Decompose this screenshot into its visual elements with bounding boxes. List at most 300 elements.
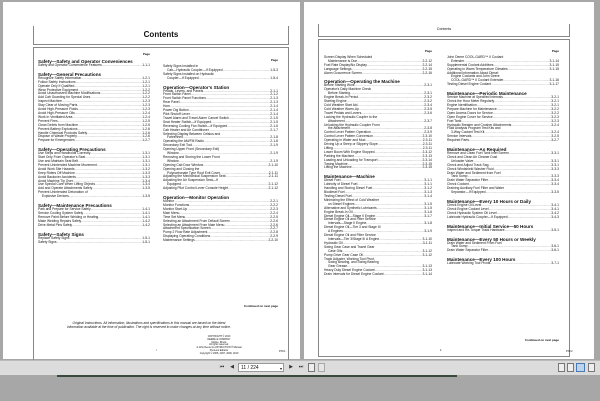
toc-entry-page: 1-2-5	[142, 118, 150, 123]
toc-entry-title: Alarm Occurrence Screen	[324, 70, 362, 75]
toc-entry-page: 2-1-8	[270, 139, 278, 144]
toc-entry-page: 3-1-6	[424, 209, 432, 214]
dot-leader	[203, 164, 268, 168]
toc-entry-title: Window	[167, 151, 179, 156]
toc-entry-page: 2-3-11	[422, 145, 432, 150]
dot-leader	[494, 168, 552, 172]
toc-entry-page: 1-3-2	[142, 166, 150, 171]
toc-entry-title: Opening Cab Door Window	[163, 162, 204, 167]
toc-section-heading: Maintenance—Initial Service—50 Hours	[447, 223, 534, 229]
toc-entry-page: 2-3-1	[424, 91, 432, 96]
toc-entry-title: Drain Water Separator Filter	[447, 178, 489, 183]
dot-leader	[509, 152, 551, 156]
toc-entry-page: 2-2-5	[270, 214, 278, 219]
toc-entry-page: 3-1-13	[422, 264, 432, 269]
toc-entry-page: 3-3-1	[551, 158, 559, 163]
toc-entry-page: 3-1-13	[422, 268, 432, 273]
contents-box	[318, 39, 570, 357]
toc-entry-title: Safety and Operator Convenience Features	[38, 62, 102, 67]
toc-entry-page: 3-1-15	[549, 62, 559, 67]
toc-entry-title: Lubricate Working Tool Pivots	[447, 261, 491, 266]
toc-entry-title: Make Welding Repairs Safely	[38, 218, 82, 223]
toc-entry-page: 1-3-4	[142, 178, 150, 183]
toc-entry-title: Check and Clean Air Cleaner Dust	[447, 154, 498, 159]
toc-entry-title: Before Starting	[328, 91, 350, 96]
toc-section-heading: Maintenance—Periodic Maintenance	[447, 91, 527, 97]
toc-section-heading: Maintenance—Machine	[324, 174, 375, 180]
toc-entry-title: Rear Panel	[163, 100, 180, 105]
toc-entry-title: Handling and Storing Diesel Fuel	[324, 186, 373, 191]
two-page-view-icon[interactable]	[576, 363, 585, 372]
toc-entry-title: Service Cooling System Safely	[38, 211, 84, 215]
toc-entry-page: 3-6-1	[551, 244, 559, 249]
dot-leader	[199, 77, 271, 81]
toc-entry-title: Check the Hour Meter Regularly	[447, 99, 495, 104]
copy-icon[interactable]	[308, 363, 315, 372]
toc-entry[interactable]	[447, 262, 559, 266]
copyright-line: DEERE & COMPANY	[207, 337, 231, 341]
toc-entry-page: 2-2-1	[270, 199, 278, 204]
toc-column-1	[38, 53, 150, 244]
toc-section-heading: Maintenance—Every 50 Hours or Weekly	[447, 236, 536, 242]
dot-leader	[92, 187, 142, 191]
toc-entry[interactable]	[38, 139, 150, 143]
page-number-input[interactable]	[238, 363, 284, 372]
toc-entry[interactable]	[38, 64, 150, 68]
toc-entry-page: 2-3-4	[424, 102, 432, 107]
dot-leader	[491, 83, 549, 87]
toc-entry-page: 3-5-1	[551, 227, 559, 232]
toc-entry-title: Seat Heater Switch—If Equipped	[163, 119, 212, 124]
toc-entry-title: Testing Diesel Engine Coolant	[447, 82, 491, 87]
toc-entry-title: Dispose of Waste Properly	[38, 134, 77, 139]
toc-entry-title: Attachment Specification Screen	[163, 226, 211, 231]
toc-entry-page: 1-3-5	[142, 194, 150, 199]
toc-entry-title: Avoid Work Site Hazards	[38, 166, 75, 171]
toc-entry-page: 2-2-9	[270, 234, 278, 239]
toc-entry-title: Control Lever Pattern Operation	[324, 130, 371, 135]
toc-entry-page: 3-4-1	[551, 203, 559, 207]
toc-entry-title: Engine Break-In Period	[324, 95, 359, 100]
toc-entry-page: 1-2-6	[142, 134, 150, 139]
first-page-button[interactable]: ⏮	[219, 364, 225, 370]
toc-entry-title: Avoid Backover Accidents	[38, 174, 76, 179]
toc-entry-title: Language Settings	[324, 66, 352, 71]
toc-entry-page: 2-1-10	[268, 162, 278, 167]
toc-section-heading: Maintenance—As Required	[447, 147, 507, 153]
toc-entry-title: Handle Chemical Products Safely	[38, 130, 88, 135]
toc-entry-page: 2-3-15	[422, 165, 432, 170]
toc-entry-page: 2-3-12	[422, 149, 432, 154]
toc-entry-page: 1-2-2	[142, 95, 150, 100]
toc-entry-title: Keep Riders Off Machine	[38, 170, 75, 175]
next-page-button[interactable]: ▶	[289, 364, 293, 370]
toc-entry-title: Diesel Engine Oil—Tier 3 and Stage III	[324, 225, 381, 230]
toc-entry-page: 3-2-2	[551, 110, 559, 115]
toc-entry-title: Cold Weather Start Aid	[324, 102, 358, 107]
dot-leader	[195, 239, 269, 243]
toc-entry[interactable]	[163, 187, 278, 191]
toc-entry-page: 2-2-3	[270, 206, 278, 211]
toc-entry[interactable]	[38, 241, 150, 245]
toc-entry-page: 2-2-8	[270, 230, 278, 235]
toc-entry-title: Hydraulic Breaker and Crusher Attachments	[447, 122, 512, 127]
toc-entry-page: 2-3-11	[422, 142, 432, 147]
dot-leader	[375, 215, 424, 219]
toc-entry-page: 2-1-8	[270, 135, 278, 140]
toc-entry-page: 2-2-12	[422, 58, 432, 63]
toc-entry[interactable]	[38, 224, 150, 228]
toc-entry-title: Adjusting Pilot Control Lever Console Height	[163, 186, 229, 191]
toc-section-heading: Operation—Operator's Station	[163, 84, 230, 90]
toc-entry-title: Fluid Analysis Program Test Kits and	[447, 126, 501, 131]
toc-entry[interactable]	[447, 83, 559, 87]
toc-column-2	[163, 59, 278, 243]
toc-entry-title: Recognize Safety Information	[38, 75, 82, 80]
toc-entry-title: Swing Gear Case and Travel Gear	[324, 244, 375, 249]
toc-entry-page: 1-3-1	[142, 159, 150, 164]
dot-leader	[490, 262, 551, 266]
toc-entry-title: Explosive Devices	[42, 194, 69, 199]
toc-entry-title: Lubricate Hydraulic Coupler—If Equipped	[447, 214, 508, 219]
toc-entry-page: 3-1-14	[422, 272, 432, 277]
toc-entry-page: 1-1-1	[142, 62, 150, 67]
toc-entry-title: Engine Break-In Oil	[324, 209, 353, 214]
toc-entry-title: Screen Display When Scheduled	[324, 54, 373, 59]
toc-entry[interactable]	[447, 139, 559, 143]
toc-entry-title: Operating in Warm Temperature Climates	[447, 66, 508, 71]
dot-leader	[485, 191, 551, 195]
toc-entry-page: 3-7-1	[551, 261, 559, 266]
toc-entry-page: 2-3-11	[422, 138, 432, 143]
toc-entry-title: Check Engine Coolant Level	[447, 206, 489, 211]
dot-leader	[69, 195, 143, 199]
toc-entry[interactable]	[324, 166, 432, 170]
toc-entry-title: Prepare Machine for Maintenance	[447, 106, 497, 111]
toc-entry-page: 3-3-1	[551, 151, 559, 156]
toc-entry-page: 3-1-11	[422, 240, 432, 245]
toc-entry-title: Fuel Rate Display/No Display	[324, 62, 367, 67]
toc-entry-page: 2-2-6	[270, 222, 278, 227]
dot-leader	[511, 124, 551, 128]
toc-entry-page: 1-4-2	[142, 222, 150, 227]
continued-note: Continued on next page	[243, 304, 278, 308]
dot-leader	[508, 216, 552, 220]
chevron-down-icon[interactable]: ▾	[279, 366, 282, 371]
toc-entry-title: Travel Pedals and Levers	[324, 110, 362, 115]
title-box	[318, 24, 570, 37]
previous-page-button[interactable]: ◀	[230, 364, 234, 370]
toc-column-2	[447, 50, 559, 266]
toc-entry-page: 1-3-4	[142, 182, 150, 187]
dot-leader	[469, 139, 551, 143]
toc-entry-page: 1-3-1	[142, 151, 150, 156]
toc-entry-page: 2-2-16	[422, 70, 432, 75]
toc-entry-page: 3-3-4	[551, 182, 559, 187]
continuous-view-icon[interactable]	[567, 363, 574, 372]
toc-entry-title: Check Engine Oil Level	[447, 203, 482, 207]
toc-entry-title: Safety Signs Installed on Hydraulic	[163, 71, 214, 76]
toc-entry-page: 2-3-2	[424, 95, 432, 100]
toc-entry-page: 3-2-1	[551, 95, 559, 100]
toc-entry-title: Remove Paint Before Welding or Heating	[38, 214, 99, 219]
toc-entry-page: 3-1-9	[424, 229, 432, 234]
toc-entry[interactable]	[38, 195, 150, 199]
toc-entry-page: 1-2-3	[142, 107, 150, 112]
toc-entry-page: 1-5-4	[270, 75, 278, 80]
toc-entry-title: Alternative and Synthetic Lubricants	[324, 205, 377, 210]
toc-entry-title: Monitor	[163, 199, 174, 204]
toc-entry-page: 2-1-9	[270, 151, 278, 156]
page-number: i	[156, 348, 157, 352]
toc-entry-title: COOL-GARD™ II Coolant Extender	[451, 78, 504, 83]
toc-entry-title: Add Cab Guarding for Special Uses	[38, 95, 91, 100]
toc-entry-page: 2-2-6	[270, 218, 278, 223]
toc-entry-page: 3-1-1	[424, 178, 432, 183]
toc-entry-page: 1-3-1	[142, 155, 150, 160]
toc-entry-title: Diesel Engine Oil and Filter Service	[324, 217, 376, 222]
toc-entry-title: Main Menu	[163, 210, 180, 215]
toc-entry-page: 2-1-4	[270, 104, 278, 109]
toc-entry-title: Opening Upper Front (Secondary Exit)	[163, 147, 220, 152]
toc-entry-page: 1-2-6	[142, 126, 150, 131]
toc-entry[interactable]	[447, 249, 559, 253]
dot-leader	[362, 72, 423, 76]
toc-entry-title: Pump Drive Gear Case Oil	[324, 252, 364, 257]
toc-entry-title: Track Adjuster, Working Tool Pivot,	[324, 256, 375, 261]
toc-entry-page: 2-2-10	[268, 238, 278, 243]
toc-entry-page: 3-2-1	[551, 102, 559, 107]
toc-entry[interactable]	[324, 72, 432, 76]
toc-entry-page: 2-3-10	[422, 134, 432, 139]
toc-entry-title: Displaying Operating Conditions	[163, 234, 211, 239]
contents-box	[33, 47, 289, 361]
toc-entry-title: Case Oils	[328, 248, 343, 253]
toc-entry-title: Draining Auxiliary Fuel Filter and Water	[447, 186, 505, 191]
toc-entry-title: Operating in Water and Mud	[324, 138, 366, 143]
toc-entry[interactable]	[447, 191, 559, 195]
toc-entry-title: Biodiesel Fuel	[324, 190, 345, 195]
toc-entry-title: on Diesel Engines	[328, 201, 355, 206]
toc-entry-page: 3-1-12	[422, 248, 432, 253]
toc-entry-page: 3-1-16	[549, 78, 559, 83]
toc-entry-title: Use Special Care When Lifting Objects	[38, 182, 95, 187]
toc-entry-title: Safety Signs	[38, 239, 57, 244]
toc-entry-page: 1-5-1	[142, 239, 150, 244]
toc-entry[interactable]	[163, 239, 278, 243]
toc-entry-page: 1-4-2	[142, 218, 150, 223]
toc-entry-page: 3-1-15	[549, 66, 559, 71]
toc-entry-page: 2-2-2	[270, 203, 278, 207]
toc-entry-page: 3-3-5	[551, 190, 559, 195]
fit-width-icon[interactable]	[588, 363, 595, 372]
toc-entry-title: Adjusting the Mechanical Suspension Seat	[163, 174, 226, 179]
toc-entry-title: Selecting Display Between Celsius and	[163, 131, 221, 136]
toc-entry-title: Inspect and Re-Torque Track Hardware	[447, 227, 505, 232]
toc-entry-title: Safety Signs Installed in	[163, 63, 199, 68]
toc-entry-title: Open Engine Cover for Service	[447, 114, 493, 119]
toc-entry-page: 2-1-1	[270, 88, 278, 93]
toc-entry-title: Pilot Shutoff Lever	[163, 111, 190, 116]
toc-entry-title: Cab Heater and Air Conditioner	[163, 127, 209, 132]
toc-entry-title: Prevent Unintended Machine Movement	[38, 162, 97, 167]
toc-entry-title: Check and Adjust Track Sag	[447, 162, 489, 167]
toc-section-heading: Safety—Maintenance Precautions	[38, 203, 112, 209]
toc-entry-page: 3-3-3	[551, 166, 559, 171]
toc-entry-page: 1-2-5	[142, 122, 150, 127]
toc-entry-title: Engine Identification	[447, 102, 477, 107]
page-indicator: 11 / 224	[241, 365, 259, 371]
toc-entry-page: 1-3-5	[142, 186, 150, 191]
toc-entry-page: 2-3-7	[424, 118, 432, 123]
toc-entry-page: 3-1-3	[424, 190, 432, 195]
toc-entry-page: 2-1-12	[268, 182, 278, 187]
toc-entry-page: 1-3-3	[142, 170, 150, 175]
single-page-view-icon[interactable]	[558, 363, 565, 372]
toc-entry-title: Prevent Unintended Detonation of	[38, 190, 88, 195]
toc-entry-title: Power Dig Button	[163, 108, 189, 113]
continued-note: Continued on next page	[524, 338, 559, 342]
copyright-line: Copyright © 2005, 2007, 2009, 2010	[199, 351, 239, 355]
toc-entry-title: Fuel Tank	[447, 118, 462, 123]
dot-leader	[352, 166, 423, 170]
toc-entry-title: Use Steps and Handholds Correctly	[38, 151, 91, 156]
toc-entry-page: 2-1-9	[270, 143, 278, 148]
toc-entry-title: Swing Bearing, and Swing Bearing	[328, 260, 379, 265]
toc-entry-title: Secondary Exit Tool	[163, 143, 193, 148]
toc-entry-page: 1-2-1	[142, 83, 150, 88]
toc-entry-page: 3-2-3	[551, 114, 559, 119]
toc-entry-page: 3-4-2	[551, 210, 559, 215]
toc-entry-title: Extender	[451, 58, 465, 63]
toc-entry-title: Gear Grease	[328, 264, 348, 269]
toc-entry-page: 2-1-3	[270, 100, 278, 105]
toc-entry-title: Wear Protective Equipment	[38, 87, 79, 92]
toc-entry-title: Prepare for Emergencies	[38, 138, 75, 143]
toc-entry-title: Check Windshield Washer Fluid	[447, 166, 494, 171]
toc-entry-page: 1-2-1	[142, 75, 150, 80]
toc-entry-page: 3-1-5	[424, 205, 432, 210]
toc-entry-page: 3-1-12	[422, 252, 432, 257]
toc-entry-title: Monitor Start-Up	[163, 206, 188, 211]
toc-entry-title: Avoid High-Pressure Oils	[38, 110, 75, 115]
toc-entry-title: Locking the Hydraulic Coupler to the	[324, 114, 378, 119]
toc-entry-page: 1-4-1	[142, 207, 150, 212]
dot-leader	[508, 68, 550, 72]
dot-leader	[102, 64, 143, 68]
toc-entry-page: 2-1-3	[270, 96, 278, 101]
toc-entry-title: Polycarbonate Type Roof Exit Cover	[167, 170, 221, 175]
toc-entry-title: Avoid High-Pressure Fluids	[38, 107, 78, 112]
toc-entry-title: Prevent Fires	[38, 118, 58, 123]
toc-entry-title: Check Coolant	[447, 182, 469, 187]
toc-entry[interactable]	[163, 77, 278, 81]
toc-entry[interactable]	[324, 273, 432, 277]
toc-section-heading: Operation—Operating the Machine	[324, 79, 400, 85]
toc-entry-title: Avoid Unauthorized Machine Modifications	[38, 91, 101, 96]
toc-entry-title: Operate Only If Qualified	[38, 83, 75, 88]
toc-entry-page: 2-1-7	[270, 127, 278, 132]
toc-entry-title: Time Set Menu	[163, 214, 186, 219]
toc-entry-page: 2-1-6	[270, 123, 278, 128]
toc-entry-title: Use and Maintain Seat Belt	[38, 159, 78, 164]
toc-entry-title: A Engines	[328, 229, 343, 234]
toc-column-1	[324, 50, 432, 277]
toc-entry-page: 2-3-14	[422, 157, 432, 162]
toc-entry-page: 1-2-3	[142, 99, 150, 104]
original-instructions-notice: Original Instructions. All information, illustrations and specifications in this manual are based on the latest information available at the time of publication. The right is reserved to make changes at any time without notice.	[67, 321, 231, 329]
toc-entry-title: Drain Water and Sediment From Fuel	[447, 240, 502, 245]
toc-section-heading: Safety—Operating Precautions	[38, 147, 106, 153]
toc-entry-title: Follow Safety Instructions	[38, 79, 76, 84]
toc-entry-title: Testing Diesel Fuel	[324, 194, 352, 198]
toc-entry-title: Engine Coolants and John Deere	[451, 74, 500, 79]
toc-section-heading: Safety—Safety Signs	[38, 231, 84, 237]
toc-entry-page: 2-3-6	[424, 110, 432, 115]
copyright-block	[184, 336, 254, 356]
toc-entry-page: 3-4-3	[551, 214, 559, 219]
toc-entry-title: Hydraulic Oil	[324, 240, 343, 245]
copyright-line: Previous Editions	[209, 348, 229, 352]
toc-entry-title: Lubricity of Diesel Fuel	[324, 182, 358, 187]
dot-leader	[223, 69, 271, 73]
toc-entry-title: Diesel Engine Oil—Stage II Engine	[324, 213, 376, 218]
toc-entry-title: Tank Sump	[451, 244, 468, 249]
toc-entry-title: Unloader Valve	[451, 158, 474, 163]
toc-entry-title: Park and Prepare for Service Safely	[38, 207, 91, 212]
toc-entry-page: 1-2-1	[142, 79, 150, 84]
toc-entry-page: 2-1-9	[270, 158, 278, 163]
page-number: ii	[440, 348, 442, 352]
toc-entry-title: Equipped	[167, 182, 181, 187]
dot-leader	[57, 241, 143, 245]
toc-entry-page: 3-1-5	[424, 201, 432, 206]
toc-entry-title: Unlocking the Hydraulic Coupler From	[324, 122, 380, 127]
last-page-button[interactable]: ⏭	[298, 364, 304, 370]
toc-entry-page: 3-2-7	[551, 138, 559, 143]
toc-entry-page: 2-1-4	[270, 108, 278, 113]
toc-entry-page: 2-1-4	[270, 111, 278, 116]
copyright-line: All rights reserved.	[209, 343, 229, 347]
toc-entry[interactable]	[447, 229, 559, 233]
toc-entry-page: 2-2-14	[422, 62, 432, 67]
toc-entry-page: 1-2-3	[142, 103, 150, 108]
toc-entry-title: Selecting an Attachment From Default Screen	[163, 218, 230, 223]
toc-entry-title: Minimizing the Effect of Cold Weather	[324, 197, 380, 202]
dot-leader	[488, 249, 551, 253]
toc-entry-page: 1-2-4	[142, 114, 150, 119]
toc-entry-page: 2-1-12	[268, 186, 278, 191]
toc-entry-title: Monitor Functions	[163, 203, 190, 207]
page-col-header: Page	[424, 49, 432, 53]
toc-entry-title: Required Parts	[447, 138, 469, 143]
dot-leader	[226, 175, 269, 179]
toc-entry-title: Cold Weather Warm-Up	[324, 106, 359, 111]
toc-entry-title: Coupler—If Equipped	[167, 75, 199, 80]
page-code: PN=2	[566, 350, 573, 353]
toc-entry-page: 2-3-8	[424, 126, 432, 131]
toc-entry-title: Driving Up a Steep or Slippery Slope	[324, 142, 378, 147]
toc-entry-title: Travel Alarm and Travel Alarm Cancel Switch	[163, 115, 229, 120]
toc-entry-page: 3-2-5	[551, 134, 559, 139]
copy-disabled-icon[interactable]	[318, 363, 325, 372]
toc-entry-page: 2-1-5	[270, 115, 278, 120]
toc-entry-title: Start Only From Operator's Seat	[38, 155, 86, 160]
toc-entry-title: Pedals, Levers, and Panels	[163, 88, 204, 93]
toc-entry-title: Service Intervals	[447, 134, 472, 139]
toc-entry[interactable]	[447, 216, 559, 220]
dot-leader	[72, 224, 142, 228]
